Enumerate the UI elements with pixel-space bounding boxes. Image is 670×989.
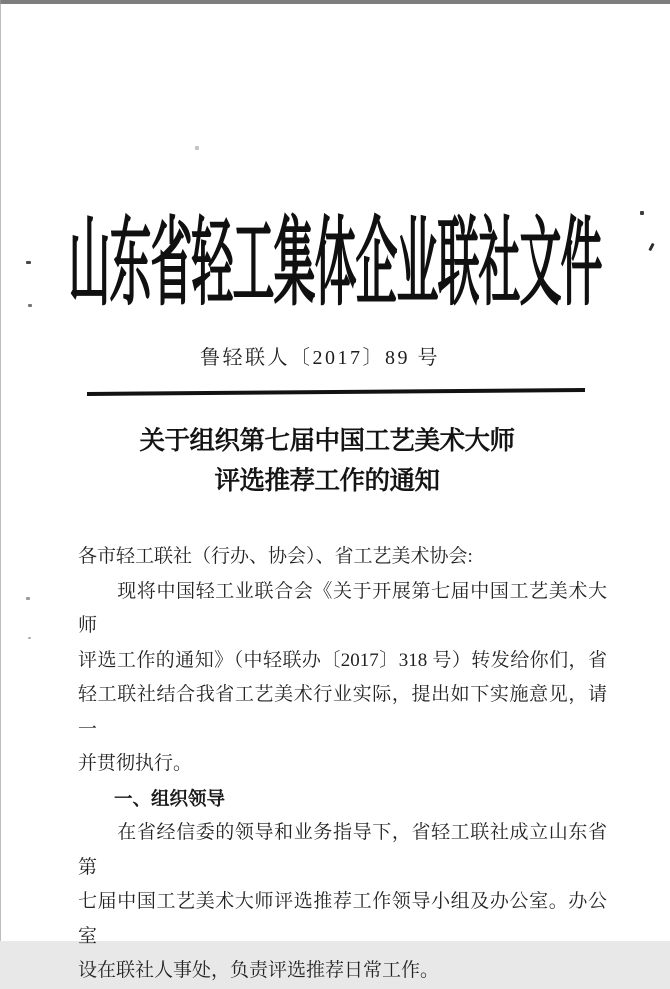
document-body [78,540,607,989]
scan-speck [26,597,30,600]
scan-speck [195,146,199,150]
paragraph-2-line-2: 七届中国工艺美术大师评选推荐工作领导小组及办公室。办公室 [78,891,607,947]
notice-title [0,421,662,500]
notice-title-line-2: 评选推荐工作的通知 [214,465,440,495]
paragraph-2-line-1: 在省经信委的领导和业务指导下，省轻工联社成立山东省第 [78,822,607,878]
masthead-divider-rule [87,388,585,395]
salutation-line: 各市轻工联社（行办、协会）、省工艺美术协会: [78,546,473,567]
scan-speck [640,211,644,215]
scan-top-edge-artifact [0,0,670,4]
scan-speck [28,637,31,639]
section-heading-1: 一、组织领导 [114,787,226,809]
paragraph-1-line-1: 现将中国轻工业联合会《关于开展第七届中国工艺美术大师 [78,580,607,636]
paragraph-2-line-3: 设在联社人事处，负责评选推荐日常工作。 [78,960,440,981]
notice-title-line-1: 关于组织第七届中国工艺美术大师 [139,426,515,455]
paragraph-1-line-2: 评选工作的通知》（中轻联办〔2017〕318 号）转发给你们，省 [78,649,607,671]
document-number: 鲁轻联人〔2017〕89 号 [200,347,440,369]
paragraph-1-line-4: 并贯彻执行。 [78,753,193,774]
paragraph-1-line-3: 轻工联社结合我省工艺美术行业实际，提出如下实施意见，请一 [78,684,607,740]
document-masthead: 山东省轻工集体企业联社文件 [68,213,602,320]
